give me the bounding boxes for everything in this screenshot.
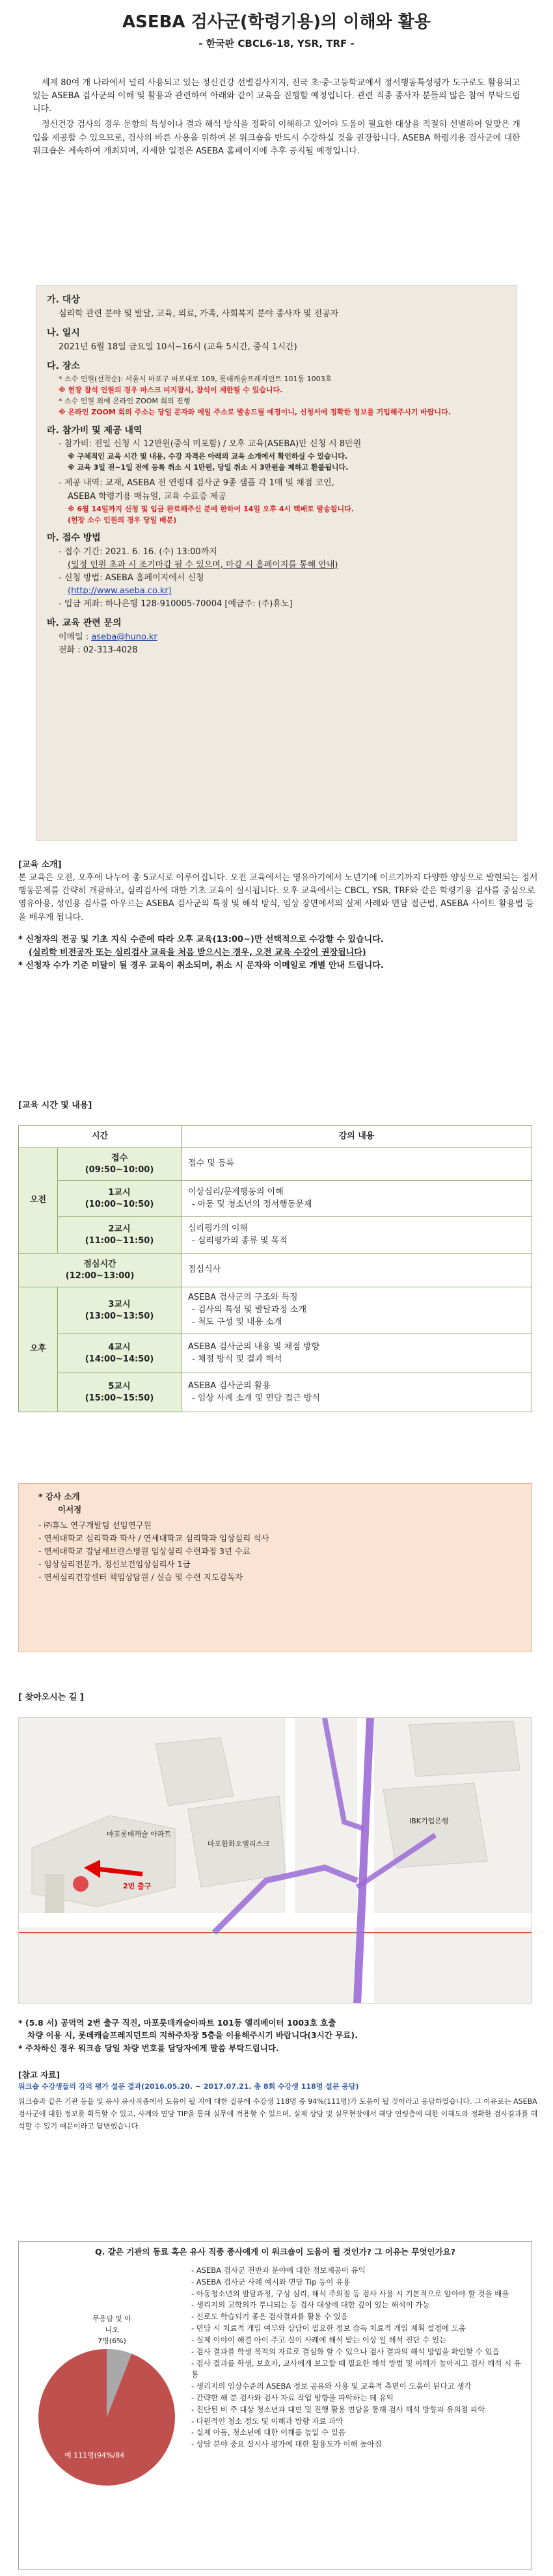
pie-label-yes: 예 111명(94%/84 [64,2451,125,2460]
register-method: - 신청 방법: ASEBA 홈페이지에서 신청 [59,572,204,583]
email-label: 이메일 : [59,632,92,642]
location-map[interactable] [18,1717,532,2004]
period-cell [58,1287,182,1334]
lecturer-label: * 강사 소개 [38,1492,80,1501]
reason-item: - ASEBA 검사군 사례 예시와 면담 Tip 등이 유용 [191,2277,351,2287]
schedule-heading: [교육 시간 및 내용] [18,1101,92,1110]
period-time: (12:00~13:00) [65,1270,135,1281]
period-name: 4교시 [108,1342,131,1352]
table-row [19,1287,532,1334]
bank-account: - 입금 계좌: 하나은행 128-910005-70004 [예금주: (주)휴노] [59,599,293,610]
pie-label-no [89,2313,135,2346]
lecturer-name: 이서정 [58,1505,82,1514]
target-heading: 가. 대상 [47,295,80,305]
period-time: (11:00~11:50) [85,1235,154,1246]
page-title: ASEBA 검사군(학령기용)의 이해와 활용 [122,12,431,32]
reason-item: - 생리지의 고학의가 부니되는 등 검사 대상에 대한 깊이 있는 해석이 가능 [191,2300,430,2310]
intro-section [33,77,527,161]
fee-heading: 라. 참가비 및 제공 내역 [47,425,142,436]
reason-item: - 생리지의 임상수준의 ASEBA 정보 공유와 사용 및 교육적 측면이 도움이 된다고 생각 [191,2381,472,2391]
course-heading: [교육 소개] [18,860,62,870]
table-row [19,1148,532,1181]
pie-label-no-text: 무응답 및 아니오 [92,2314,132,2335]
period-name: 3교시 [108,1299,131,1309]
content-line: ASEBA 검사군의 내용 및 채점 방향 [188,1341,319,1352]
register-url[interactable]: (http://www.aseba.co.kr) [68,585,172,596]
table-row [19,1373,532,1412]
content-line: 이상심리/문제행동의 이해 [188,1187,284,1197]
reason-item: - 아동청소년의 발달과정, 구성 심리, 해석 주의점 등 검사 사용 시 기본적으로 알아야 할 것을 배울 [191,2288,509,2298]
period-cell [58,1334,182,1373]
fee-text: - 참가비: 전일 신청 시 12만원(중식 미포함) / 오후 교육(ASEBA)만 신청 시 8만원 [59,439,362,449]
reason-item: - 간략한 해 분 검사와 검사 자료 작업 방향을 파악하는 데 유익 [191,2393,394,2402]
map-label-obelisk: 마포한화오벨리스크 [208,1840,270,1848]
content-cell [182,1287,532,1334]
contact-phone: 전화 : 02-313-4028 [59,645,138,656]
place-offline-note: ※ 현장 참석 인원의 경우 마스크 미지참시, 참석이 제한될 수 있습니다. [59,386,283,395]
map-label-bank: IBK기업은행 [409,1817,449,1825]
provided-items-2: ASEBA 학령기용 매뉴얼, 교육 수료증 제공 [68,491,226,502]
course-note-1: * 신청자의 전공 및 기초 지식 수준에 따라 오후 교육(13:00~)만 선택적으로 수강할 수 있습니다. [18,934,384,945]
map-note-3: * 주차하신 경우 워크숍 당일 차량 번호를 담당자에게 말씀 부탁드립니다. [18,2043,279,2053]
lecturer-career-1: - ㈜휴노 연구개발팀 선임연구원 [38,1520,152,1530]
delivery-note: ※ 6월 14일까지 신청 및 입금 완료해주신 분에 한하여 14일 오후 4시 택배로 발송됩니다. [68,504,354,513]
place-online: * 소수 인원 외에 온라인 ZOOM 회의 진행 [59,397,191,406]
period-name: 1교시 [108,1187,131,1198]
lecturer-career-3: - 연세대학교 강남세브란스병원 임상심리 수련과정 3년 수료 [38,1546,251,1556]
reason-item: - 검사 결과를 학생, 보호자, 교사에게 보고할 때 필요한 해석 방법 및 이해가 높아지고 검사 해석 시 유용 [191,2358,521,2380]
email-link[interactable]: aseba@huno.kr [91,632,157,642]
morning-label: 오전 [19,1148,58,1254]
content-cell [182,1373,532,1412]
content-cell [182,1254,532,1287]
period-cell [58,1148,182,1181]
period-name: 5교시 [108,1381,131,1391]
map-graphic [19,1718,532,2004]
place-heading: 다. 장소 [47,360,80,371]
date-heading: 나. 일시 [47,327,80,338]
reason-item: - 다원적인 청소 정도 및 이해과 방향 자료 파악 [191,2416,344,2426]
period-time: (10:00~10:50) [85,1199,154,1209]
course-section [18,859,539,973]
content-line: - 검사의 특성 및 발달과정 소개 [192,1305,307,1315]
table-row [19,1254,532,1287]
place-online-note: ※ 온라인 ZOOM 회의 주소는 당일 문자와 메일 주소로 발송드릴 예정이니, 신청서에 정확한 정보를 기입해주시기 바랍니다. [59,408,451,417]
page-subtitle: - 한국판 CBCL6-18, YSR, TRF - [198,38,355,49]
reference-subtitle: 워크숍 수강생들의 강의 평가 설문 결과(2016.05.20. ~ 2017.07.21. 총 8회 수강생 118명 설문 응답) [18,2082,359,2091]
schedule-table [18,1125,532,1412]
col-time: 시간 [19,1126,182,1148]
fee-note-2: ※ 교육 3일 전~1일 전에 등록 취소 시 1만원, 당일 취소 시 3만원을 제하고 환불됩니다. [68,463,349,472]
content-line: - 심리평가의 종류 및 목적 [192,1235,288,1246]
lecturer-career-4: - 임상심리전문가, 정신보건임상심리사 1급 [38,1559,191,1569]
content-line: ASEBA 검사군의 활용 [188,1380,271,1391]
period-time: (09:50~10:00) [85,1164,154,1175]
pie-label-no-value: 7명(6%) [98,2337,126,2346]
content-cell [182,1217,532,1254]
period-name: 2교시 [108,1224,131,1234]
register-period: - 접수 기간: 2021. 6. 16. (수) 13:00까지 [59,546,217,557]
reason-item: - 상담 분야 중요 실시사 평가에 대한 활용도가 이해 높아짐 [191,2439,382,2449]
delivery-note-2: (현장 소수 인원의 경우 당일 배분) [68,515,177,524]
table-row [19,1181,532,1217]
info-box [36,285,517,841]
reason-item: - 신로도 학습되기 좋은 검사결과를 활용 수 있음 [191,2312,348,2322]
provided-items: - 제공 내역: 교재, ASEBA 전 연령대 검사군 9종 샘플 각 1매 및 채점 코인, [59,478,334,489]
place-offline: * 소수 인원(선착순): 서울시 마포구 마포대로 109, 롯데캐슬프레지던트 101동 1003호 [59,375,332,384]
date-text: 2021년 6월 18일 금요일 10시~16시 (교육 5시간, 중식 1시간) [59,342,297,352]
fee-note-1: ※ 구체적인 교육 시간 및 내용, 수강 자격은 아래의 교육 소개에서 확인하실 수 있습니다. [68,452,348,461]
period-name: 접수 [111,1153,128,1163]
lecturer-career-5: - 연세심리건강센터 책임상담원 / 실습 및 수련 지도감독자 [38,1572,243,1582]
table-row [19,1217,532,1254]
reference-heading: [참고 자료] [18,2070,61,2080]
table-row [19,1334,532,1373]
contact-email-row [47,631,506,644]
content-cell [182,1181,532,1217]
intro-paragraph-2: 정신건강 검사의 경우 문항의 특성이나 결과 해석 방식을 정확히 이해하고 있어야 도움이 필요한 대상을 적절히 선별하여 알맞은 개입을 제공할 수 있으므로, 검사의 바른 사용을 위하여 본 워크숍을 반드시 수강하실 것을 권장합니다. ASEBA 학령기용 검사군에 대한 워크숍은 계속하여 개최되며, 자세한 일정은 ASEBA 홈페이지에 추후 공지될 예정입니다. [33,120,520,156]
period-cell [58,1217,182,1254]
intro-paragraph-1: 세계 80여 개 나라에서 널리 사용되고 있는 정신건강 선별검사지지, 전국 초·중·고등학교에서 정서행동특성평가 도구로도 활용되고 있는 ASEBA 검사군의 이해 및 활용과 관련하여 아래와 같이 교육을 진행할 예정입니다. 관련 직종 종사자 분들의 많은 참여 부탁드립니다. [33,78,520,114]
target-text: 심리학 관련 분야 및 발달, 교육, 의료, 가족, 사회복지 분야 종사자 및 전공자 [59,308,339,319]
period-cell [58,1373,182,1412]
survey-reasons [191,2265,526,2450]
period-time: (14:00~14:50) [85,1354,154,1364]
map-label-apartment: 마포롯데캐슬 아파트 [107,1830,172,1838]
map-note-2: 차량 이용 시, 롯데캐슬프레지던트의 지하주차장 5층을 이용해주시기 바랍니다(3시간 무료). [27,2030,358,2041]
reason-item: - 실제 이야이 해결 아이 주고 실이 사례에 해석 받는 이상 일 해석 진단 수 있는 [191,2335,447,2344]
content-cell [182,1334,532,1373]
course-note-1b: (심리학 비전공자 또는 심리검사 교육을 처음 받으시는 경우, 오전 교육 수강이 권장됩니다) [29,947,366,958]
period-cell [58,1181,182,1217]
reason-item: - ASEBA 검사군 전반과 분야에 대한 정보제공이 유익 [191,2266,366,2275]
course-note-2: * 신청자 수가 기준 미달이 될 경우 교육이 취소되며, 취소 시 문자와 이메일로 개별 안내 드립니다. [18,960,384,971]
reference-section [18,2069,539,2132]
content-line: - 척도 구성 및 내용 소개 [192,1317,282,1327]
period-time: (15:00~15:50) [85,1393,154,1403]
lecturer-career-2: - 연세대학교 심리학과 학사 / 연세대학교 심리학과 임상심리 석사 [38,1533,269,1543]
content-line: - 임상 사례 소개 및 면담 접근 방식 [192,1393,320,1403]
period-cell [19,1254,182,1287]
survey-box [18,2241,532,2569]
reason-item: - 면담 시 치료적 개입 여부와 상담이 필요한 정보 습득 치료적 개입 계획 설정에 도움 [191,2324,466,2333]
content-line: 점심식사 [188,1265,221,1275]
content-line: 접수 및 등록 [188,1159,235,1169]
reference-body: 워크숍과 같은 기관 등을 및 유사 유사직종에서 도움이 될 지에 대한 질문에 수강생 118명 중 94%(111명)가 도움이 될 것이라고 응답하였습니다. 그 이유로는 ASEBA 검사군에 대한 정보를 획득할 수 있고, 사례와 면담 TIP을 통해 실무에 적용할 수 있으며, 실제 상담 및 실무현장에서 해당 연령층에 대한 이해도와 정확한 검사결과를 해석할 수 있기 때문이라고 답변했습니다. [18,2097,538,2130]
content-cell [182,1148,532,1181]
map-label-exit: 2번 출구 [123,1882,152,1890]
schedule-header-row [19,1126,532,1148]
contact-heading: 바. 교육 관련 문의 [47,618,122,629]
register-link[interactable] [47,585,506,598]
course-body: 본 교육은 오전, 오후에 나누어 총 5교시로 이루어집니다. 오전 교육에서는 영유아기에서 노년기에 이르기까지 다양한 양상으로 발현되는 정서행동문제를 간략히 개괄하고, 심리검사에 대한 기초 교육이 실시됩니다. 오후 교육에서는 CBCL, YSR, TRF와 같은 학령기용 검사를 중심으로 영유아용, 성인용 검사를 아우르는 ASEBA 검사군의 특징 및 해석 방식, 임상 장면에서의 실제 사례와 면담 접근법, ASEBA 사이트 활용법 등을 배우게 됩니다. [18,873,538,922]
content-line: ASEBA 검사군의 구조와 특징 [188,1293,298,1303]
reason-item: - 검사 결과를 학생 목적의 자료로 결심화 할 수 있으나 검사 결과의 해석 방법을 확인할 수 있음 [191,2346,500,2356]
map-note-1: * (5.8 서) 공덕역 2번 출구 직진, 마포롯데캐슬아파트 101동 엘리베이터 1003호 호출 [18,2018,336,2028]
register-period-note: (일정 인원 초과 시 조기마감 될 수 있으며, 마감 시 홈페이지를 통해 안내) [68,559,338,570]
period-name: 점심시간 [83,1259,116,1269]
content-line: 심리평가의 이해 [188,1223,249,1233]
register-heading: 마. 접수 방법 [47,532,101,543]
map-heading: [ 찾아오시는 길 ] [18,1693,84,1702]
map-notes [18,2017,539,2054]
content-line: - 채점 방식 및 결과 해석 [192,1354,282,1364]
lecturer-box [18,1483,532,1652]
survey-question: Q. 같은 기관의 동료 혹은 유사 직종 종사에게 이 워크숍이 도움이 될 것인가? 그 이유는 무엇인가요? [94,2247,455,2257]
reason-item: - 실제 아동, 청소년에 대한 이해를 높일 수 있음 [191,2428,346,2437]
content-line: - 아동 및 청소년의 정서행동문제 [192,1199,312,1209]
reason-item: - 진단된 비 주 대상 청소년과 대면 및 진행 활용 면담을 통해 검사 해석 방향과 유의점 파악 [191,2404,485,2414]
col-content: 강의 내용 [182,1126,532,1148]
period-time: (13:00~13:50) [85,1311,154,1321]
afternoon-label: 오후 [19,1287,58,1412]
